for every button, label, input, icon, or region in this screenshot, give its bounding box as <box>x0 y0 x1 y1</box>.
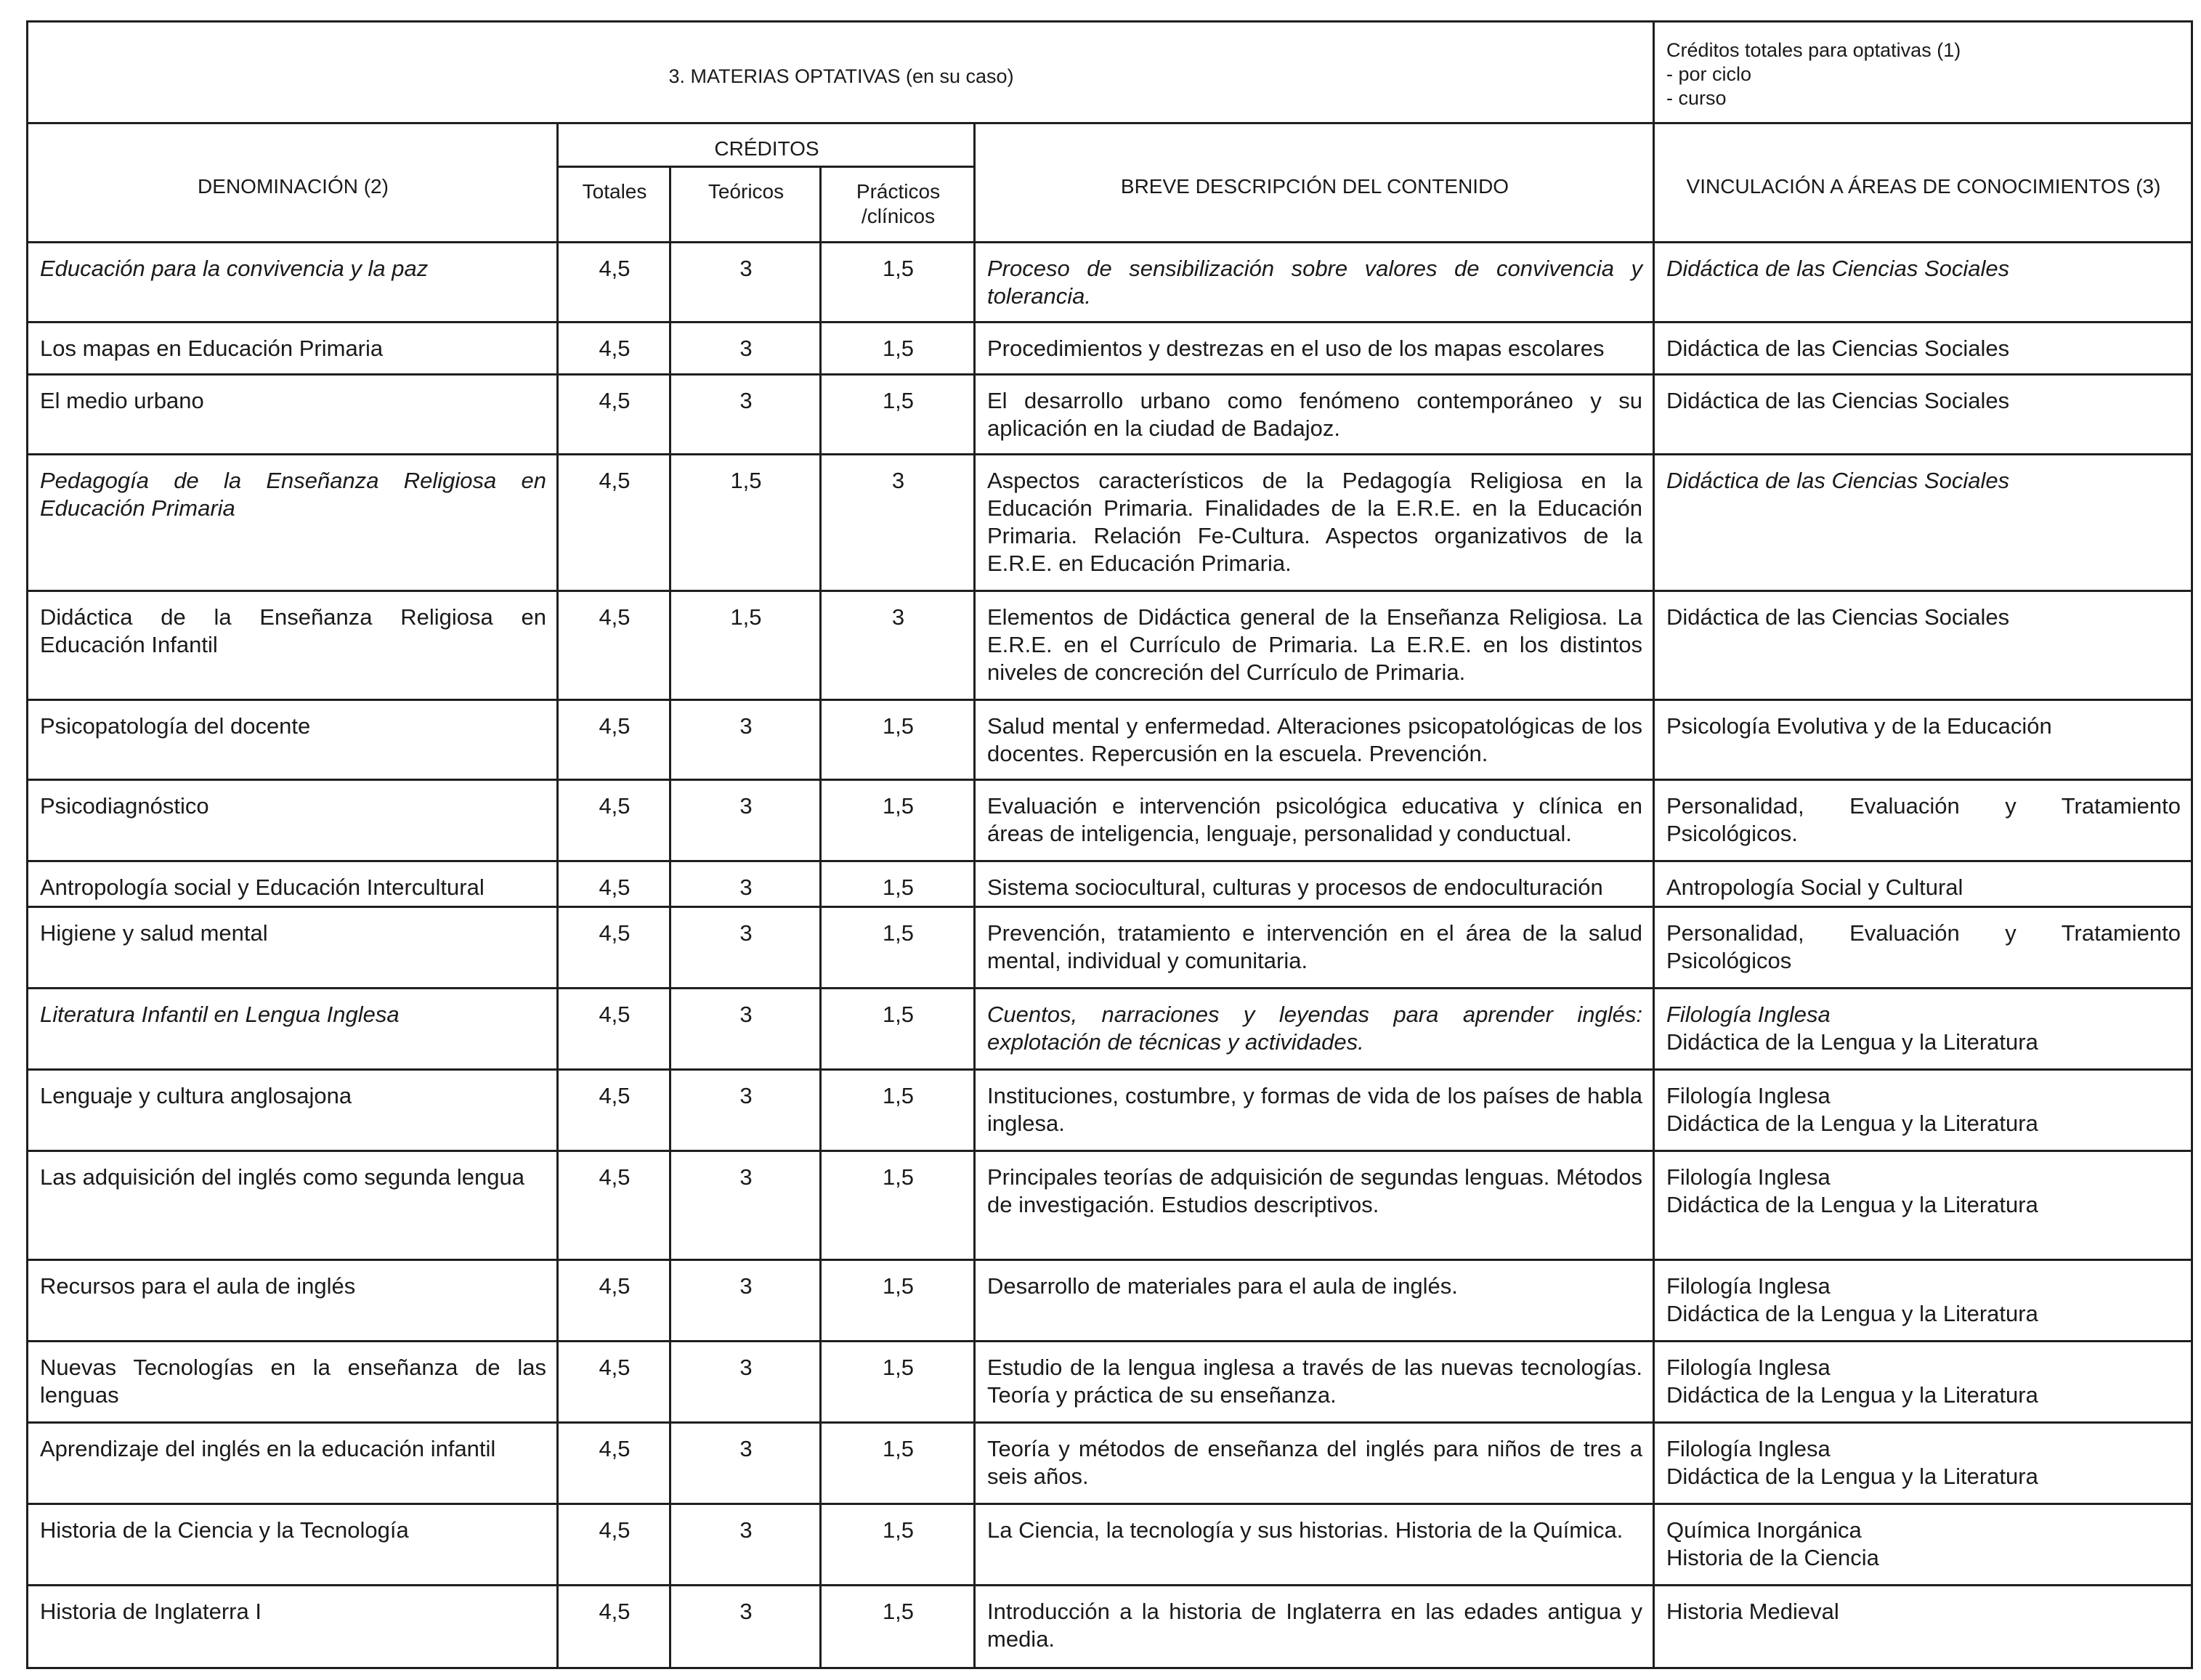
area-line: Filología Inglesa <box>1666 1273 1831 1299</box>
row-denominacion: Historia de la Ciencia y la Tecnología <box>28 1504 558 1586</box>
row-denominacion: Las adquisición del inglés como segunda lengua <box>28 1151 558 1260</box>
header-creditos: CRÉDITOS <box>558 123 975 167</box>
row-totales: 4,5 <box>558 455 670 591</box>
row-teoricos: 3 <box>670 1260 821 1342</box>
area-line: Didáctica de la Lengua y la Literatura <box>1666 1382 2038 1408</box>
area-line: Didáctica de las Ciencias Sociales <box>1666 604 2010 630</box>
row-vinculacion <box>1654 375 2192 455</box>
area-line: Didáctica de las Ciencias Sociales <box>1666 336 2010 361</box>
header-practicos: Prácticos /clínicos <box>821 167 975 243</box>
row-descripcion: Teoría y métodos de enseñanza del inglés para niños de tres a seis años. <box>975 1423 1654 1504</box>
row-practicos: 1,5 <box>821 1586 975 1668</box>
row-denominacion: Recursos para el aula de inglés <box>28 1260 558 1342</box>
row-totales: 4,5 <box>558 1423 670 1504</box>
table-row <box>28 1151 2192 1260</box>
row-teoricos: 3 <box>670 1151 821 1260</box>
row-descripcion: Salud mental y enfermedad. Alteraciones psicopatológicas de los docentes. Repercusión en la escuela. Prevención. <box>975 700 1654 780</box>
row-descripcion: Prevención, tratamiento e intervención en el área de la salud mental, individual y comunitaria. <box>975 907 1654 989</box>
row-vinculacion <box>1654 1070 2192 1151</box>
totals-note-line: - por ciclo <box>1666 63 1752 85</box>
row-descripcion: Cuentos, narraciones y leyendas para aprender inglés: explotación de técnicas y actividades. <box>975 989 1654 1070</box>
row-vinculacion <box>1654 1504 2192 1586</box>
row-totales: 4,5 <box>558 780 670 861</box>
row-practicos: 1,5 <box>821 989 975 1070</box>
row-descripcion: Principales teorías de adquisición de segundas lenguas. Métodos de investigación. Estudios descriptivos. <box>975 1151 1654 1260</box>
row-vinculacion <box>1654 1586 2192 1668</box>
area-line: Antropología Social y Cultural <box>1666 875 1963 900</box>
area-line: Filología Inglesa <box>1666 1436 1831 1461</box>
totals-note <box>1654 22 2192 123</box>
area-line: Didáctica de la Lengua y la Literatura <box>1666 1464 2038 1489</box>
row-descripcion: Introducción a la historia de Inglaterra en las edades antigua y media. <box>975 1586 1654 1668</box>
totals-note-line: Créditos totales para optativas (1) <box>1666 39 1961 61</box>
row-vinculacion <box>1654 989 2192 1070</box>
row-teoricos: 3 <box>670 1423 821 1504</box>
row-teoricos: 3 <box>670 1342 821 1423</box>
table-row <box>28 591 2192 700</box>
row-vinculacion <box>1654 591 2192 700</box>
row-practicos: 1,5 <box>821 780 975 861</box>
row-vinculacion <box>1654 1423 2192 1504</box>
area-line: Filología Inglesa <box>1666 1083 1831 1108</box>
row-totales: 4,5 <box>558 1586 670 1668</box>
row-denominacion: Los mapas en Educación Primaria <box>28 322 558 375</box>
header-teoricos: Teóricos <box>670 167 821 243</box>
table-row <box>28 780 2192 861</box>
area-line: Didáctica de la Lengua y la Literatura <box>1666 1029 2038 1055</box>
area-line: Historia de la Ciencia <box>1666 1545 1879 1570</box>
row-practicos: 1,5 <box>821 1342 975 1423</box>
table-row <box>28 455 2192 591</box>
totals-note-line: - curso <box>1666 87 1727 109</box>
area-line: Filología Inglesa <box>1666 1164 1831 1190</box>
row-practicos: 1,5 <box>821 322 975 375</box>
row-practicos: 1,5 <box>821 861 975 907</box>
area-line: Personalidad, Evaluación y Tratamiento Psicológicos <box>1666 920 2181 973</box>
row-denominacion: Higiene y salud mental <box>28 907 558 989</box>
row-vinculacion <box>1654 455 2192 591</box>
row-vinculacion <box>1654 907 2192 989</box>
row-denominacion: Pedagogía de la Enseñanza Religiosa en Educación Primaria <box>28 455 558 591</box>
row-totales: 4,5 <box>558 1070 670 1151</box>
row-denominacion: Psicopatología del docente <box>28 700 558 780</box>
row-teoricos: 1,5 <box>670 591 821 700</box>
row-practicos: 1,5 <box>821 907 975 989</box>
area-line: Didáctica de la Lengua y la Literatura <box>1666 1111 2038 1136</box>
row-vinculacion <box>1654 243 2192 322</box>
row-vinculacion <box>1654 700 2192 780</box>
row-teoricos: 3 <box>670 1070 821 1151</box>
row-totales: 4,5 <box>558 1342 670 1423</box>
row-teoricos: 3 <box>670 989 821 1070</box>
row-totales: 4,5 <box>558 1151 670 1260</box>
row-vinculacion <box>1654 1342 2192 1423</box>
row-teoricos: 1,5 <box>670 455 821 591</box>
header-denominacion: DENOMINACIÓN (2) <box>28 123 558 243</box>
area-line: Historia Medieval <box>1666 1599 1839 1624</box>
row-vinculacion <box>1654 861 2192 907</box>
table-row <box>28 1586 2192 1668</box>
row-teoricos: 3 <box>670 375 821 455</box>
area-line: Psicología Evolutiva y de la Educación <box>1666 713 2052 739</box>
row-practicos: 1,5 <box>821 1504 975 1586</box>
row-vinculacion <box>1654 322 2192 375</box>
table-row <box>28 1070 2192 1151</box>
row-teoricos: 3 <box>670 780 821 861</box>
table-row <box>28 1504 2192 1586</box>
row-descripcion: Evaluación e intervención psicológica educativa y clínica en áreas de inteligencia, lenguaje, personalidad y conductual. <box>975 780 1654 861</box>
row-descripcion: Procedimientos y destrezas en el uso de los mapas escolares <box>975 322 1654 375</box>
row-teoricos: 3 <box>670 861 821 907</box>
table-title: 3. MATERIAS OPTATIVAS (en su caso) <box>28 22 1654 123</box>
row-practicos: 1,5 <box>821 700 975 780</box>
row-denominacion: Nuevas Tecnologías en la enseñanza de las lenguas <box>28 1342 558 1423</box>
table-row <box>28 907 2192 989</box>
row-totales: 4,5 <box>558 700 670 780</box>
row-practicos: 1,5 <box>821 375 975 455</box>
area-line: Filología Inglesa <box>1666 1355 1831 1380</box>
row-denominacion: Aprendizaje del inglés en la educación infantil <box>28 1423 558 1504</box>
table-row <box>28 989 2192 1070</box>
table-row <box>28 1342 2192 1423</box>
row-descripcion: Sistema sociocultural, culturas y procesos de endoculturación <box>975 861 1654 907</box>
row-denominacion: Literatura Infantil en Lengua Inglesa <box>28 989 558 1070</box>
row-practicos: 1,5 <box>821 1151 975 1260</box>
row-descripcion: Desarrollo de materiales para el aula de inglés. <box>975 1260 1654 1342</box>
table-row <box>28 243 2192 322</box>
row-practicos: 3 <box>821 455 975 591</box>
row-totales: 4,5 <box>558 375 670 455</box>
header-vinculacion: VINCULACIÓN A ÁREAS DE CONOCIMIENTOS (3) <box>1654 123 2192 243</box>
row-descripcion: Estudio de la lengua inglesa a través de las nuevas tecnologías. Teoría y práctica de su enseñanza. <box>975 1342 1654 1423</box>
row-teoricos: 3 <box>670 1586 821 1668</box>
table-row <box>28 1260 2192 1342</box>
row-practicos: 1,5 <box>821 1070 975 1151</box>
area-line: Química Inorgánica <box>1666 1517 1862 1543</box>
column-header-row <box>28 123 2192 167</box>
table-row <box>28 1423 2192 1504</box>
header-descripcion: BREVE DESCRIPCIÓN DEL CONTENIDO <box>975 123 1654 243</box>
row-teoricos: 3 <box>670 700 821 780</box>
row-teoricos: 3 <box>670 243 821 322</box>
row-practicos: 1,5 <box>821 1260 975 1342</box>
optativas-table <box>26 20 2193 1669</box>
row-totales: 4,5 <box>558 861 670 907</box>
row-totales: 4,5 <box>558 1260 670 1342</box>
row-denominacion: Educación para la convivencia y la paz <box>28 243 558 322</box>
row-vinculacion <box>1654 1260 2192 1342</box>
row-totales: 4,5 <box>558 591 670 700</box>
row-teoricos: 3 <box>670 907 821 989</box>
row-practicos: 1,5 <box>821 243 975 322</box>
row-denominacion: Historia de Inglaterra I <box>28 1586 558 1668</box>
row-denominacion: Antropología social y Educación Intercultural <box>28 861 558 907</box>
row-totales: 4,5 <box>558 1504 670 1586</box>
row-practicos: 1,5 <box>821 1423 975 1504</box>
row-totales: 4,5 <box>558 989 670 1070</box>
table-row <box>28 375 2192 455</box>
row-totales: 4,5 <box>558 907 670 989</box>
row-teoricos: 3 <box>670 1504 821 1586</box>
row-vinculacion <box>1654 780 2192 861</box>
row-totales: 4,5 <box>558 322 670 375</box>
row-descripcion: Aspectos característicos de la Pedagogía Religiosa en la Educación Primaria. Finalidades de la E.R.E. en la Educación Primaria. Relación Fe-Cultura. Aspectos organizativos de la E.R.E. en Educación Primaria. <box>975 455 1654 591</box>
row-descripcion: La Ciencia, la tecnología y sus historias. Historia de la Química. <box>975 1504 1654 1586</box>
row-descripcion: Instituciones, costumbre, y formas de vida de los países de habla inglesa. <box>975 1070 1654 1151</box>
row-practicos: 3 <box>821 591 975 700</box>
row-denominacion: Lenguaje y cultura anglosajona <box>28 1070 558 1151</box>
row-vinculacion <box>1654 1151 2192 1260</box>
table-row <box>28 700 2192 780</box>
table-title-row <box>28 22 2192 123</box>
row-descripcion: El desarrollo urbano como fenómeno contemporáneo y su aplicación en la ciudad de Badajoz. <box>975 375 1654 455</box>
area-line: Didáctica de la Lengua y la Literatura <box>1666 1301 2038 1326</box>
area-line: Didáctica de las Ciencias Sociales <box>1666 468 2010 493</box>
row-teoricos: 3 <box>670 322 821 375</box>
area-line: Filología Inglesa <box>1666 1002 1831 1027</box>
row-denominacion: El medio urbano <box>28 375 558 455</box>
row-descripcion: Elementos de Didáctica general de la Enseñanza Religiosa. La E.R.E. en el Currículo de Primaria. La E.R.E. en los distintos niveles de concreción del Currículo de Primaria. <box>975 591 1654 700</box>
area-line: Personalidad, Evaluación y Tratamiento Psicológicos. <box>1666 793 2181 846</box>
header-totales: Totales <box>558 167 670 243</box>
row-denominacion: Psicodiagnóstico <box>28 780 558 861</box>
row-denominacion: Didáctica de la Enseñanza Religiosa en Educación Infantil <box>28 591 558 700</box>
area-line: Didáctica de las Ciencias Sociales <box>1666 388 2010 413</box>
table-row <box>28 322 2192 375</box>
row-totales: 4,5 <box>558 243 670 322</box>
document-sheet <box>26 20 2191 1669</box>
row-descripcion: Proceso de sensibilización sobre valores de convivencia y tolerancia. <box>975 243 1654 322</box>
area-line: Didáctica de las Ciencias Sociales <box>1666 256 2010 281</box>
table-row <box>28 861 2192 907</box>
area-line: Didáctica de la Lengua y la Literatura <box>1666 1192 2038 1217</box>
